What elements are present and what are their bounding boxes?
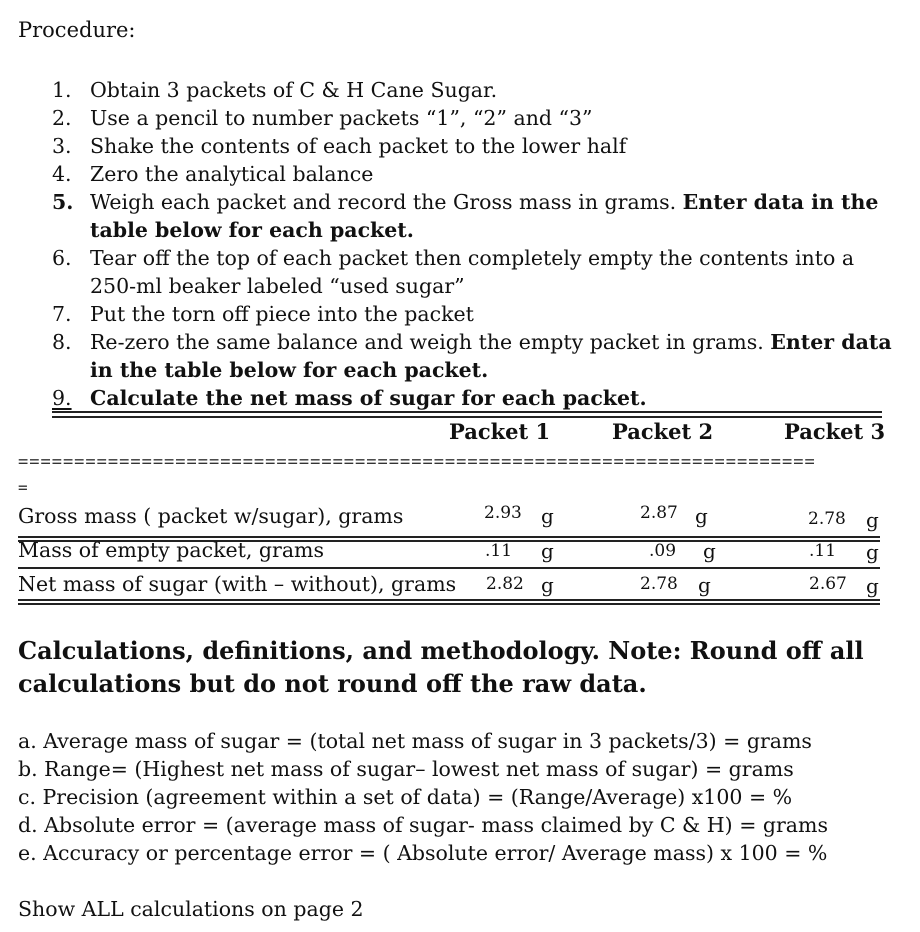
table-top-rule-2 [52,416,882,418]
procedure-steps [52,76,892,412]
net-mass-packet-1: 2.82 [486,574,524,594]
step-text: Weigh each packet and record the Gross mass in grams. [90,190,683,214]
procedure-heading: Procedure: [18,18,136,42]
step-number: 5. [52,190,74,214]
step-number: 3. [52,134,72,158]
step-bold-text: Enter data in the table below for each packet. [90,330,892,382]
row-divider [18,567,880,569]
step-number: 1. [52,78,72,102]
footer-note: Show ALL calculations on page 2 [18,897,364,921]
step-4 [52,160,892,188]
table-separator-tail: = [18,478,28,497]
step-text: Use a pencil to number packets “1”, “2” and “3” [90,106,593,130]
step-1 [52,76,892,104]
step-text: Re-zero the same balance and weigh the empty packet in grams. [90,330,771,354]
step-number: 2. [52,106,72,130]
unit-g: g [703,539,716,563]
step-number: 9. [52,386,72,410]
calc-item-d: d. Absolute error = (average mass of sugar- mass claimed by C & H) = grams [18,813,828,837]
step-text: Obtain 3 packets of C & H Cane Sugar. [90,78,498,102]
net-mass-packet-3: 2.67 [809,574,847,594]
unit-g: g [866,508,879,532]
calc-item-c: c. Precision (agreement within a set of data) = (Range/Average) x100 = % [18,785,793,809]
unit-g: g [695,504,708,528]
table-top-rule [52,411,882,413]
step-bold-text: Calculate the net mass of sugar for each packet. [90,386,647,410]
step-number: 4. [52,162,72,186]
step-text: Put the torn off piece into the packet [90,302,474,326]
empty-mass-packet-1: .11 [485,541,513,561]
empty-mass-packet-3: .11 [809,541,837,561]
row-label-net-mass: Net mass of sugar (with – without), grams [18,572,457,596]
empty-mass-packet-2: .09 [649,541,677,561]
header-packet-1: Packet 1 [449,419,551,444]
header-packet-3: Packet 3 [784,419,886,444]
unit-g: g [866,540,879,564]
step-text: Shake the contents of each packet to the lower half [90,134,627,158]
calc-item-a: a. Average mass of sugar = (total net mass of sugar in 3 packets/3) = grams [18,729,812,753]
step-6 [52,244,892,300]
step-text: Tear off the top of each packet then completely empty the contents into a 250-ml beaker labeled “used sugar” [90,246,855,298]
calculations-title: Calculations, definitions, and methodology. Note: Round off all calculations but do not round off the raw data. [18,636,864,698]
step-number: 6. [52,246,72,270]
calc-item-b: b. Range= (Highest net mass of sugar– lowest net mass of sugar) = grams [18,757,794,781]
gross-mass-packet-2: 2.87 [640,503,678,523]
table-bottom-rule [18,599,880,601]
step-5 [52,188,892,244]
step-7 [52,300,892,328]
gross-mass-packet-1: 2.93 [484,503,522,523]
step-2 [52,104,892,132]
calc-item-e: e. Accuracy or percentage error = ( Absolute error/ Average mass) x 100 = % [18,841,828,865]
step-8 [52,328,892,384]
table-separator: ======================================================================= [18,452,816,472]
step-text: Zero the analytical balance [90,162,374,186]
gross-mass-packet-3: 2.78 [808,509,846,529]
step-bold-text: Enter data in the table below for each packet. [90,190,879,242]
row-label-gross-mass: Gross mass ( packet w/sugar), grams [18,504,404,528]
unit-g: g [866,574,879,598]
step-number: 8. [52,330,72,354]
step-3 [52,132,892,160]
step-9 [52,384,892,412]
table-bottom-rule-2 [18,603,880,605]
unit-g: g [541,504,554,528]
net-mass-packet-2: 2.78 [640,574,678,594]
unit-g: g [541,539,554,563]
unit-g: g [698,573,711,597]
header-packet-2: Packet 2 [612,419,714,444]
row-label-empty-packet: Mass of empty packet, grams [18,538,324,562]
unit-g: g [541,573,554,597]
step-number: 7. [52,302,72,326]
